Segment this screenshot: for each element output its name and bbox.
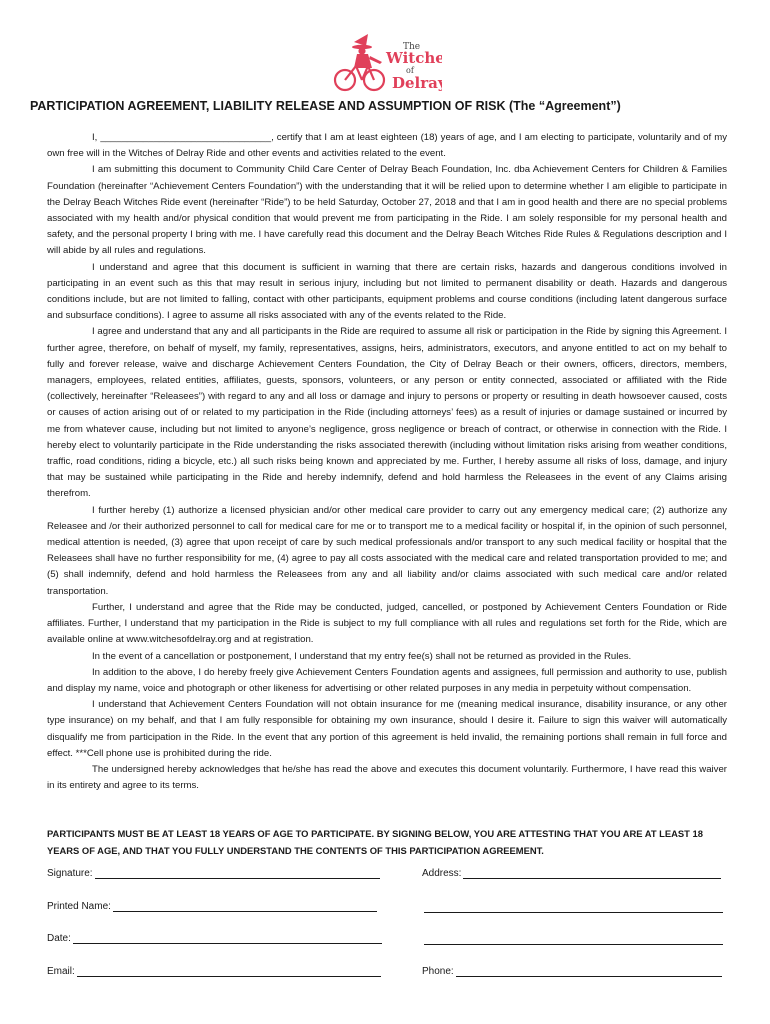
email-line[interactable] [77,964,381,977]
address-line-2[interactable] [424,912,723,913]
signature-label: Signature: [47,868,93,879]
paragraph-publicity: In addition to the above, I do hereby freely give Achievement Centers Foundation agents and assignees, full permission and authority to use, publish and display my name, voice and photograph or other likeness for advertising or other related purposes in any media in perpetuity without compensation. [47,666,727,694]
address-line[interactable] [463,866,721,879]
printed-name-line[interactable] [113,899,377,912]
paragraph-acknowledgement: The undersigned hereby acknowledges that he/she has read the above and executes this document voluntarily. Furthermore, I have read this waiver in its entirety and agree to its terms. [47,763,727,792]
date-field[interactable] [47,931,382,944]
email-field[interactable] [47,964,381,977]
logo-word-witches: Witche [386,49,442,67]
logo-word-of: of [406,66,414,75]
email-label: Email: [47,966,75,977]
printed-name-field[interactable] [47,899,377,912]
paragraph-risks: I understand and agree that this document is sufficient in warning that there are certain risks, hazards and dangerous conditions involved in participating in an event such as this that may result in serious injury, including but not limited to permanent disability or death. Hazards and dangerous conditions include, but are not limited to falling, contact with other participants, equipment problems and course conditions (including latent dangerous surface and subsurface conditions). I agree to assume all risks associated with any of the events related to the Ride. [47,261,727,322]
logo-word-the: The [403,42,421,52]
phone-line[interactable] [456,964,722,977]
logo-graphic [332,28,442,94]
address-line-3[interactable] [424,944,723,945]
date-label: Date: [47,933,71,944]
printed-name-label: Printed Name: [47,901,111,912]
address-field[interactable] [422,866,721,879]
age-notice: PARTICIPANTS MUST BE AT LEAST 18 YEARS OF AGE TO PARTICIPATE. BY SIGNING BELOW, YOU ARE ATTESTING THAT YOU ARE AT LEAST 18 YEARS OF AGE, AND THAT YOU FULLY UNDERSTAND THE CONTENTS OF THIS PARTICIPATION AGREEMENT. [47,828,703,856]
logo-word-delray: Delray [392,74,442,92]
date-line[interactable] [73,931,382,944]
witch-icon [352,34,382,68]
phone-label: Phone: [422,966,454,977]
signature-field[interactable] [47,866,380,879]
bicycle-icon [335,66,384,90]
address-label: Address: [422,868,462,879]
witches-of-delray-logo [332,28,442,94]
paragraph-medical: I further hereby (1) authorize a licensed physician and/or other medical care provider to carry out any emergency medical care; (2) authorize any Releasee and /or their authorized personnel to call for medical care for me or to transport me to a medical facility or hospital if, in the opinion of such personnel, medical attention is needed, (3) agree that upon receipt of care by such medical professionals and/or transport to any such medical facility or hospital that the Releasees shall have no further responsibility for me, (4) agree to pay all costs associated with the medical care and related transportation provided to me; and (5) shall indemnify, defend and hold harmless the Releasees from any and all liability and/or claims associated with such medical care and/or related transportation. [47,504,727,597]
document-title: PARTICIPATION AGREEMENT, LIABILITY RELEASE AND ASSUMPTION OF RISK (The “Agreement”) [30,99,621,113]
paragraph-conduct: Further, I understand and agree that the Ride may be conducted, judged, cancelled, or postponed by Achievement Centers Foundation or Ride affiliates. Further, I understand that my participation in the Ride is subject to my full compliance with all rules and regulations set forth for the Ride, which are available online at www.witchesofdelray.org and at registration. [47,601,727,646]
paragraph-insurance: I understand that Achievement Centers Foundation will not obtain insurance for me (meaning medical insurance, disability insurance, or any other type insurance) on my behalf, and that I am fully responsible for obtaining my own insurance, should I desire it. Failure to sign this waiver will automatically disqualify me from participation in the Ride. In the event that any portion of this agreement is held invalid, the remaining portions shall remain in full force and effect. ***Cell phone use is prohibited during the ride. [47,699,727,759]
phone-field[interactable] [422,964,722,977]
paragraph-certification: I, ________________________________, certify that I am at least eighteen (18) years of age, and I am electing to participate, voluntarily and of my own free will in the Witches of Delray Ride and other events and activities related to the event. [47,132,727,160]
signature-line[interactable] [95,866,380,879]
paragraph-release: I agree and understand that any and all participants in the Ride are required to assume all risk or participation in the Ride by signing this Agreement. I further agree, therefore, on behalf of myself, my family, representatives, assigns, heirs, administrators, executors, and anyone entitled to act on my behalf to fully and forever release, waive and discharge Achievement Centers Foundation, the City of Delray Beach or their owners, officers, directors, members, managers, employees, related entities, affiliates, guests, sponsors, volunteers, or any person or entity connected, associated or affiliated with the Ride (collectively, hereinafter “Releasees”) with regard to any and all loss or damage and injury to persons or property or resulting in death howsoever caused, costs or causes of action arising out of or related to my participation in the Ride (including attorneys’ fees) as a result of injuries or damage sustained or incurred by me from whatever cause, including but not limited to anyone’s negligence, gross negligence or breach of contract, or otherwise in connection with the Ride. I hereby elect to voluntarily participate in the Ride understanding the risks associated therewith (including without limitation risks arising from weather conditions, traffic, road conditions, riding a bicycle, etc.) all such risks being known and appreciated by me. Further, I hereby assume all risks of loss, damage, and injury that may be sustained while participating in the Ride and hereby indemnify, defend and hold harmless the Releasees in the event of any Claims arising therefrom. [47,326,727,500]
agreement-body [47,130,727,794]
paragraph-submission: I am submitting this document to Community Child Care Center of Delray Beach Foundation, Inc. dba Achievement Centers for Children & Families Foundation (hereinafter “Achievement Centers Foundation”) with the understanding that it will be relied upon to determine whether I am eligible to participate in the Delray Beach Witches Ride event (hereinafter “Ride”) to be held Saturday, October 27, 2018 and that I am in good health and there are no special problems associated with my health and/or physical condition that would prevent me from participating in the Ride. I am solely responsible for my personal health and safety, and the personal property I bring with me. I have carefully read this document and the Delray Beach Witches Ride Rules & Regulations description and I will abide by all rules and regulations. [47,164,727,257]
paragraph-cancellation: In the event of a cancellation or postponement, I understand that my entry fee(s) shall not be returned as provided in the Rules. [92,650,632,662]
